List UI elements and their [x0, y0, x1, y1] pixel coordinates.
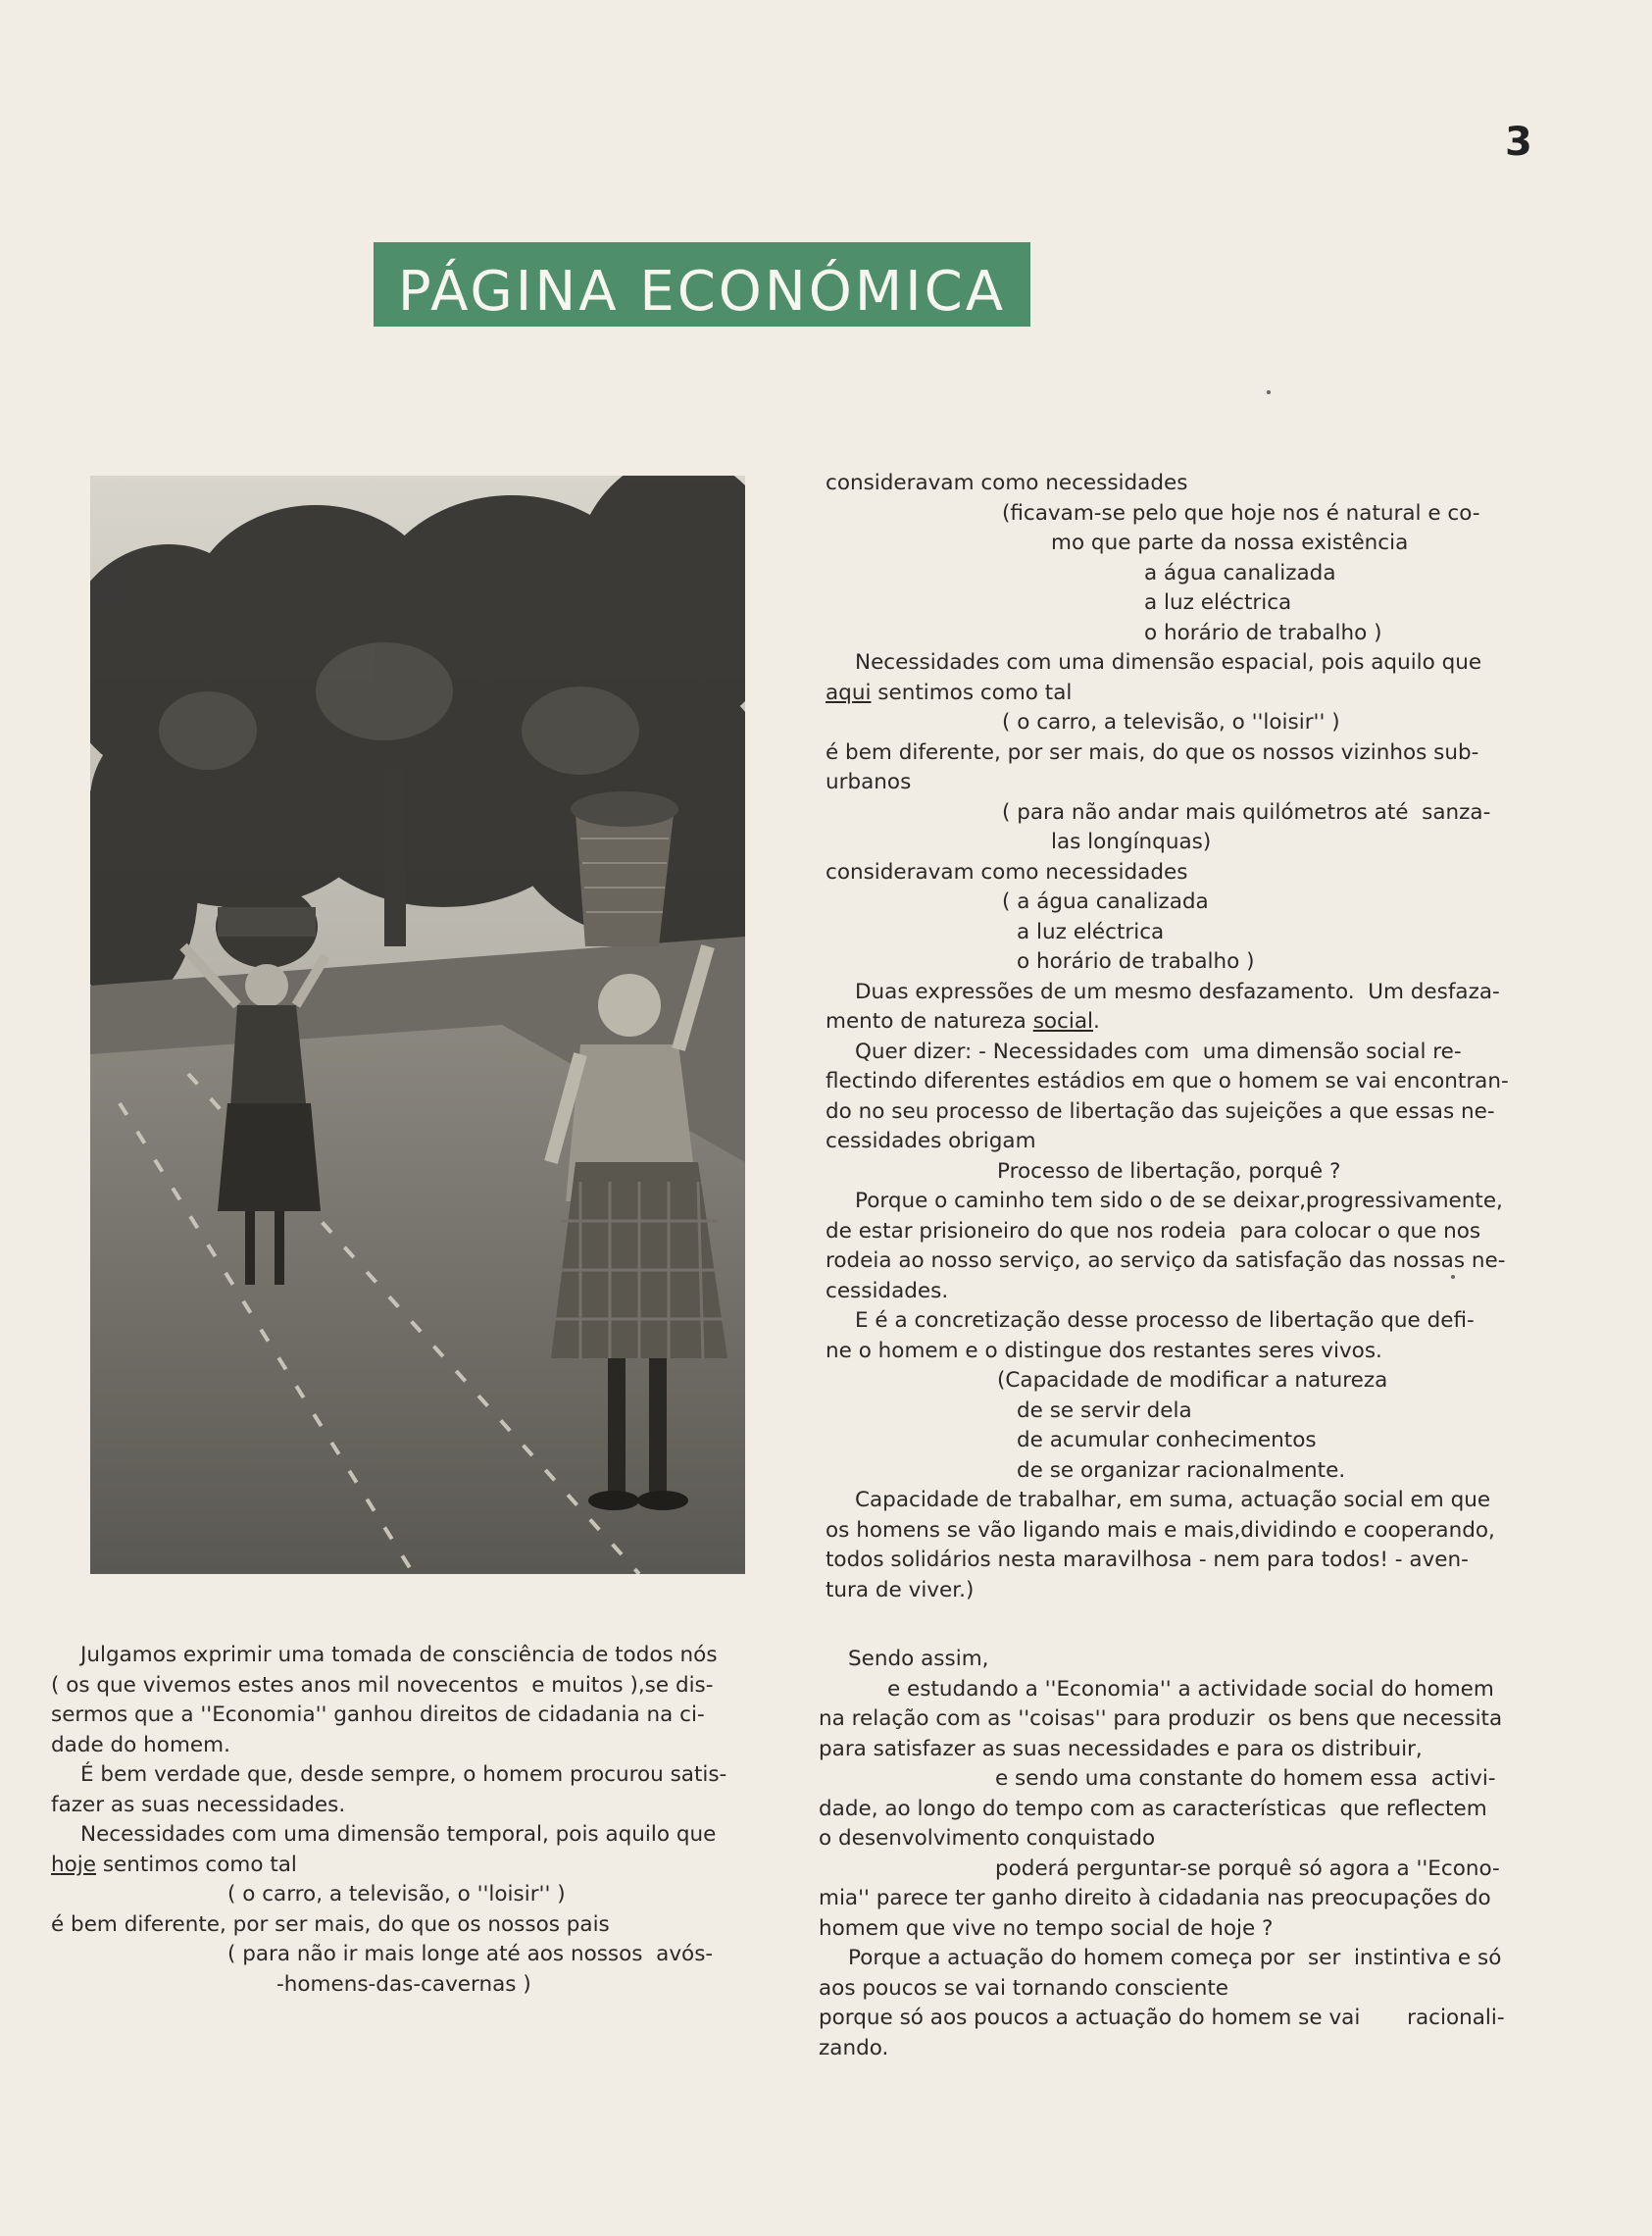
text-line: o horário de trabalho )	[1017, 949, 1255, 974]
text-line: Capacidade de trabalhar, em suma, actuação social em que	[855, 1488, 1491, 1512]
text-line: cessidades.	[826, 1278, 949, 1303]
text-line: a água canalizada	[1144, 560, 1336, 585]
text-line: ( para não ir mais longe até aos nossos avós-	[227, 1942, 714, 1966]
text-line: o desenvolvimento conquistado	[819, 1826, 1156, 1851]
page-title-text: PÁGINA ECONÓMICA	[397, 260, 1007, 324]
right-bottom-text-column	[819, 1645, 1525, 2063]
photo-women-with-baskets	[90, 476, 745, 1574]
text-line: Processo de libertação, porquê ?	[997, 1158, 1341, 1184]
text-line: fazer as suas necessidades.	[51, 1792, 346, 1817]
text-line: aos poucos se vai tornando consciente	[819, 1975, 1228, 2001]
text-line: homem que vive no tempo social de hoje ?	[819, 1915, 1274, 1941]
text-line: poderá perguntar-se porquê só agora a ''Econo-	[995, 1855, 1500, 1881]
text-line: cessidades obrigam	[826, 1129, 1036, 1153]
show-through-text	[265, 177, 407, 207]
right-text-column	[826, 469, 1522, 1605]
text-line: Sendo assim,	[848, 1647, 989, 1671]
text-span: mento de natureza	[826, 1009, 1033, 1034]
text-span: social	[1032, 1009, 1093, 1034]
speck	[1451, 1275, 1455, 1279]
text-line: flectindo diferentes estádios em que o homem se vai encontran-	[826, 1069, 1509, 1093]
text-line: na relação com as ''coisas'' para produzir os bens que necessita	[819, 1706, 1503, 1731]
text-span: sentimos como tal	[95, 1852, 297, 1877]
text-line: dade, ao longo do tempo com as características que reflectem	[819, 1796, 1487, 1821]
text-line: rodeia ao nosso serviço, ao serviço da satisfação das nossas ne-	[826, 1248, 1506, 1273]
page-title	[374, 242, 1030, 327]
text-line: e sendo uma constante do homem essa activi-	[995, 1766, 1496, 1791]
text-line: ( o carro, a televisão, o ''loisir'' )	[1002, 710, 1340, 735]
text-line: ( para não andar mais quilómetros até sanza-	[1002, 799, 1491, 825]
text-line	[826, 648, 1522, 679]
text-line: é bem diferente, por ser mais, do que os nossos vizinhos sub-	[826, 739, 1479, 765]
text-line: porque só aos poucos a actuação do homem se vai racionali-	[819, 2006, 1505, 2030]
text-line: sermos que a ''Economia'' ganhou direitos de cidadania na ci-	[51, 1702, 705, 1727]
left-bottom-text-column	[51, 1641, 747, 2000]
text-line: Duas expressões de um mesmo desfazamento. Um desfaza-	[855, 979, 1500, 1004]
text-line: ( a água canalizada	[1002, 889, 1209, 914]
text-line: Necessidades com uma dimensão temporal, pois aquilo que	[80, 1822, 717, 1847]
text-line: de estar prisioneiro do que nos rodeia para colocar o que nos	[826, 1218, 1481, 1244]
text-line: de acumular conhecimentos	[1017, 1428, 1317, 1452]
text-line: mia'' parece ter ganho direito à cidadania nas preocupações do	[819, 1886, 1491, 1910]
text-line: de se organizar racionalmente.	[1017, 1457, 1346, 1483]
text-line: o horário de trabalho )	[1144, 620, 1382, 645]
text-line: E é a concretização desse processo de libertação que defi-	[855, 1308, 1475, 1333]
text-line: consideravam como necessidades	[826, 471, 1188, 495]
text-line: dade do homem.	[51, 1732, 230, 1757]
text-line: mo que parte da nossa existência	[1051, 531, 1409, 555]
text-line: tura de viver.)	[826, 1577, 975, 1602]
text-line: Julgamos exprimir uma tomada de consciência de todos nós	[80, 1643, 718, 1667]
text-line: ( o carro, a televisão, o ''loisir'' )	[227, 1882, 566, 1906]
photo-illustration	[90, 476, 745, 1574]
text-line	[826, 679, 1522, 709]
text-line	[826, 1007, 1522, 1038]
text-line: ( os que vivemos estes anos mil novecentos e muitos ),se dis-	[51, 1672, 714, 1698]
text-line	[51, 1851, 747, 1881]
text-line: (ficavam-se pelo que hoje nos é natural e co-	[1002, 500, 1480, 526]
speck	[1267, 390, 1271, 394]
text-line: a luz eléctrica	[1144, 590, 1292, 615]
text-line: e estudando a ''Economia'' a actividade social do homem	[887, 1676, 1494, 1702]
text-line: a luz eléctrica	[1017, 919, 1165, 944]
text-span: Necessidades com uma dimensão espacial, pois aquilo que	[855, 650, 1482, 675]
text-span: sentimos como tal	[871, 680, 1073, 705]
text-line: os homens se vão ligando mais e mais,dividindo e cooperando,	[826, 1517, 1495, 1543]
text-line: de se servir dela	[1017, 1398, 1192, 1423]
text-line: las longínquas)	[1051, 830, 1212, 854]
text-line: Porque a actuação do homem começa por ser instintiva e só	[848, 1946, 1502, 1970]
text-line: ne o homem e o distingue dos restantes seres vivos.	[826, 1338, 1382, 1363]
text-line: -homens-das-cavernas )	[276, 1971, 531, 1997]
text-line: para satisfazer as suas necessidades e para os distribuir,	[819, 1736, 1423, 1761]
text-span: hoje	[51, 1852, 96, 1877]
text-line: É bem verdade que, desde sempre, o homem procurou satis-	[80, 1762, 727, 1787]
text-line: do no seu processo de libertação das sujeições a que essas ne-	[826, 1098, 1495, 1124]
text-line: consideravam como necessidades	[826, 859, 1188, 885]
text-line: urbanos	[826, 770, 912, 794]
text-line: zando.	[819, 2035, 889, 2060]
page-number: 3	[1505, 120, 1532, 165]
text-line: é bem diferente, por ser mais, do que os nossos pais	[51, 1911, 610, 1937]
text-line: Porque o caminho tem sido o de se deixar,progressivamente,	[855, 1189, 1503, 1213]
text-span: .	[1093, 1009, 1100, 1034]
text-line: Quer dizer: - Necessidades com uma dimensão social re-	[855, 1039, 1462, 1064]
text-line: (Capacidade de modificar a natureza	[997, 1368, 1388, 1393]
text-span: aqui	[826, 680, 872, 705]
text-line: todos solidários nesta maravilhosa - nem para todos! - aven-	[826, 1548, 1469, 1572]
